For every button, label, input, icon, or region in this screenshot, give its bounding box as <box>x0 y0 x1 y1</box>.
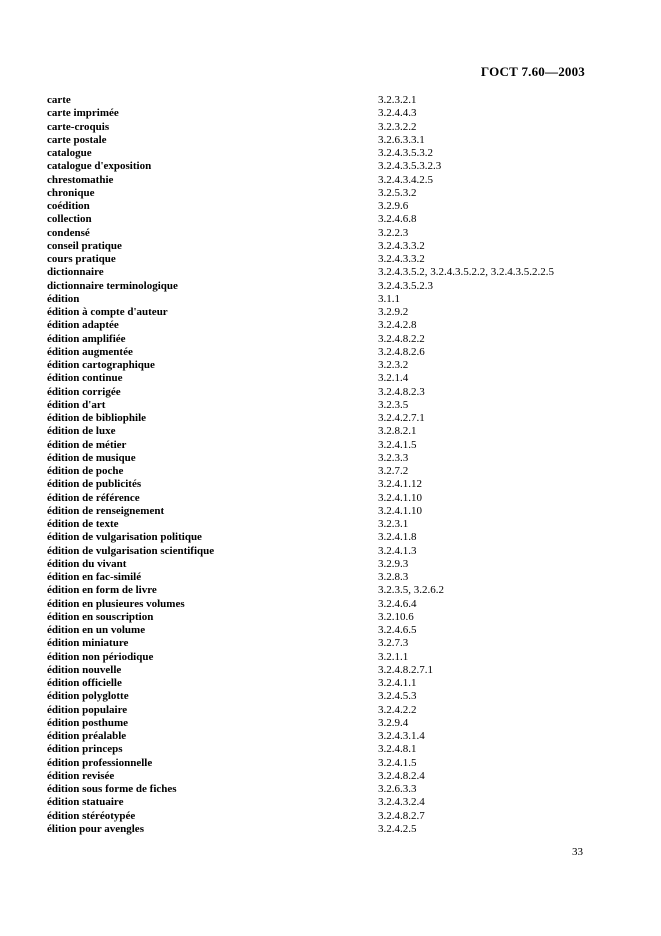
index-row <box>47 187 587 200</box>
index-reference: 3.2.7.3 <box>378 637 409 650</box>
index-reference: 3.2.4.1.10 <box>378 491 422 504</box>
index-row <box>47 306 587 319</box>
index-term: édition en souscription <box>47 610 154 623</box>
index-term: édition de luxe <box>47 425 116 438</box>
index-reference: 3.2.4.3.3.2 <box>378 253 425 265</box>
index-reference: 3.2.4.3.5.2, 3.2.4.3.5.2.2, 3.2.4.3.5.2.2.5 <box>378 266 554 279</box>
index-term: édition augmentée <box>47 345 133 358</box>
index-row <box>47 94 587 107</box>
index-term: élition pour avengles <box>47 822 144 835</box>
index-row <box>47 465 587 478</box>
index-reference: 3.2.4.8.2.7.1 <box>378 663 433 676</box>
index-row <box>47 121 587 134</box>
index-row <box>47 227 587 240</box>
index-reference: 3.2.4.1.5 <box>378 438 417 451</box>
index-term: édition adaptée <box>47 319 119 332</box>
index-reference: 3.2.9.2 <box>378 306 409 318</box>
index-term: édition de bibliophile <box>47 412 147 424</box>
index-term: cours pratique <box>47 253 116 265</box>
index-row <box>47 425 587 438</box>
index-term: édition de poche <box>47 465 124 477</box>
index-reference: 3.2.3.2.1 <box>378 94 417 106</box>
index-term: édition polyglotte <box>47 690 129 703</box>
index-row <box>47 240 587 253</box>
index-reference: 3.2.6.3.3 <box>378 783 417 795</box>
index-row <box>47 266 587 279</box>
index-reference: 3.2.4.8.2.6 <box>378 345 425 358</box>
index-reference: 3.2.4.2.7.1 <box>378 412 425 424</box>
index-reference: 3.2.3.2.2 <box>378 120 417 133</box>
index-row <box>47 558 587 571</box>
index-reference: 3.2.7.2 <box>378 465 409 477</box>
index-reference: 3.2.4.3.1.4 <box>378 730 425 742</box>
index-row <box>47 492 587 505</box>
index-term: chrestomathie <box>47 173 114 186</box>
index-reference: 3.1.1 <box>378 292 400 305</box>
index-row <box>47 174 587 187</box>
index-row <box>47 518 587 531</box>
index-term: conseil pratique <box>47 239 122 252</box>
index-row <box>47 743 587 756</box>
index-term: édition en form de livre <box>47 584 157 597</box>
index-row <box>47 598 587 611</box>
index-reference: 3.2.4.6.8 <box>378 213 417 226</box>
index-row <box>47 147 587 160</box>
index-term: édition princeps <box>47 743 123 756</box>
index-reference: 3.2.2.3 <box>378 226 409 239</box>
index-reference: 3.2.4.1.12 <box>378 478 422 491</box>
index-reference: 3.2.3.1 <box>378 518 409 530</box>
index-term: chronique <box>47 186 95 199</box>
index-reference: 3.2.4.1.8 <box>378 531 417 544</box>
index-reference: 3.2.4.8.2.7 <box>378 809 425 822</box>
index-row <box>47 545 587 558</box>
index-term: édition cartographique <box>47 359 155 371</box>
index-reference: 3.2.4.8.2.3 <box>378 385 425 398</box>
index-term: édition de vulgarisation politique <box>47 531 202 544</box>
index-row <box>47 200 587 213</box>
index-row <box>47 505 587 518</box>
index-row <box>47 571 587 584</box>
index-row <box>47 280 587 293</box>
index-term: édition <box>47 292 80 305</box>
index-row <box>47 359 587 372</box>
index-row <box>47 412 587 425</box>
index-term: édition posthume <box>47 716 128 729</box>
index-term: édition populaire <box>47 703 128 716</box>
index-reference: 3.2.3.3 <box>378 451 409 464</box>
index-reference: 3.2.4.8.1 <box>378 743 417 756</box>
index-term: édition amplifiée <box>47 332 126 345</box>
index-term: édition stéréotypée <box>47 809 136 822</box>
index-row <box>47 107 587 120</box>
index-term: dictionnaire <box>47 266 104 279</box>
index-row <box>47 386 587 399</box>
index-row <box>47 783 587 796</box>
index-term: édition officielle <box>47 677 122 689</box>
index-term: édition en plusieures volumes <box>47 597 185 610</box>
index-reference: 3.2.4.3.5.2.3 <box>378 279 433 292</box>
index-row <box>47 637 587 650</box>
index-term: édition de référence <box>47 491 140 504</box>
index-row <box>47 478 587 491</box>
index-term: édition statuaire <box>47 796 124 809</box>
index-reference: 3.2.9.6 <box>378 200 409 212</box>
index-row <box>47 134 587 147</box>
index-reference: 3.2.3.5, 3.2.6.2 <box>378 584 444 597</box>
index-term: édition préalable <box>47 730 127 742</box>
index-term: catalogue d'exposition <box>47 160 152 173</box>
index-term: catalogue <box>47 147 92 159</box>
index-term: édition continue <box>47 372 123 385</box>
index-term: édition sous forme de fiches <box>47 783 177 795</box>
index-term: dictionnaire terminologique <box>47 279 178 292</box>
index-reference: 3.2.4.8.2.2 <box>378 332 425 345</box>
index-term: édition de musique <box>47 451 136 464</box>
index-row <box>47 704 587 717</box>
index-reference: 3.2.9.4 <box>378 716 409 729</box>
index-row <box>47 346 587 359</box>
index-row <box>47 717 587 730</box>
index-reference: 3.2.3.2 <box>378 359 409 371</box>
index-term: édition miniature <box>47 637 129 650</box>
index-row <box>47 399 587 412</box>
index-term: édition revisée <box>47 769 115 782</box>
index-term: carte-croquis <box>47 120 110 133</box>
index-reference: 3.2.3.5 <box>378 398 409 411</box>
index-row <box>47 531 587 544</box>
index-term: édition du vivant <box>47 557 127 570</box>
term-index-list <box>47 94 587 836</box>
index-term: édition d'art <box>47 398 106 411</box>
index-term: collection <box>47 213 92 226</box>
index-row <box>47 823 587 836</box>
index-term: édition non périodique <box>47 650 154 663</box>
index-term: édition nouvelle <box>47 663 122 676</box>
index-reference: 3.2.4.3.4.2.5 <box>378 173 433 186</box>
index-reference: 3.2.4.8.2.4 <box>378 769 425 782</box>
index-term: condensé <box>47 226 90 239</box>
index-reference: 3.2.1.4 <box>378 372 409 385</box>
index-row <box>47 253 587 266</box>
index-row <box>47 160 587 173</box>
index-reference: 3.2.4.5.3 <box>378 690 417 703</box>
index-term: carte imprimée <box>47 107 119 120</box>
index-row <box>47 439 587 452</box>
index-term: édition à compte d'auteur <box>47 306 168 318</box>
index-row <box>47 293 587 306</box>
index-term: édition de vulgarisation scientifique <box>47 544 215 557</box>
index-reference: 3.2.5.3.2 <box>378 186 417 199</box>
index-row <box>47 372 587 385</box>
index-row <box>47 730 587 743</box>
index-row <box>47 796 587 809</box>
index-term: édition de texte <box>47 518 119 530</box>
index-reference: 3.2.4.2.8 <box>378 319 417 332</box>
index-reference: 3.2.4.1.3 <box>378 544 417 557</box>
index-row <box>47 757 587 770</box>
index-row <box>47 452 587 465</box>
index-term: carte <box>47 94 71 106</box>
index-reference: 3.2.4.6.4 <box>378 597 417 610</box>
index-row <box>47 770 587 783</box>
index-row <box>47 677 587 690</box>
index-row <box>47 333 587 346</box>
index-reference: 3.2.4.2.5 <box>378 822 417 835</box>
index-reference: 3.2.1.1 <box>378 650 409 663</box>
index-term: coédition <box>47 200 90 212</box>
index-term: édition professionnelle <box>47 756 153 769</box>
index-reference: 3.2.6.3.3.1 <box>378 133 425 146</box>
index-row <box>47 810 587 823</box>
index-reference: 3.2.4.1.1 <box>378 677 417 689</box>
index-row <box>47 213 587 226</box>
index-row <box>47 664 587 677</box>
index-row <box>47 584 587 597</box>
index-reference: 3.2.4.3.2.4 <box>378 796 425 809</box>
index-reference: 3.2.4.2.2 <box>378 703 417 716</box>
index-row <box>47 690 587 703</box>
index-term: édition corrigée <box>47 385 121 398</box>
index-term: édition de publicités <box>47 478 142 491</box>
index-reference: 3.2.8.2.1 <box>378 425 417 438</box>
index-term: édition en un volume <box>47 624 146 636</box>
index-row <box>47 611 587 624</box>
index-reference: 3.2.8.3 <box>378 571 409 583</box>
page-number: 33 <box>572 846 583 858</box>
index-row <box>47 624 587 637</box>
index-reference: 3.2.4.1.5 <box>378 756 417 769</box>
index-reference: 3.2.9.3 <box>378 557 409 570</box>
index-row <box>47 651 587 664</box>
index-reference: 3.2.10.6 <box>378 610 414 623</box>
index-term: édition de métier <box>47 438 127 451</box>
index-reference: 3.2.4.3.3.2 <box>378 239 425 252</box>
index-term: carte postale <box>47 133 107 146</box>
index-reference: 3.2.4.3.5.3.2.3 <box>378 160 442 173</box>
index-row <box>47 319 587 332</box>
index-reference: 3.2.4.6.5 <box>378 624 417 636</box>
index-reference: 3.2.4.1.10 <box>378 504 422 517</box>
index-reference: 3.2.4.4.3 <box>378 107 417 120</box>
index-reference: 3.2.4.3.5.3.2 <box>378 147 433 159</box>
document-header: ГОСТ 7.60—2003 <box>480 64 585 79</box>
index-term: édition en fac-similé <box>47 571 142 583</box>
index-term: édition de renseignement <box>47 504 165 517</box>
